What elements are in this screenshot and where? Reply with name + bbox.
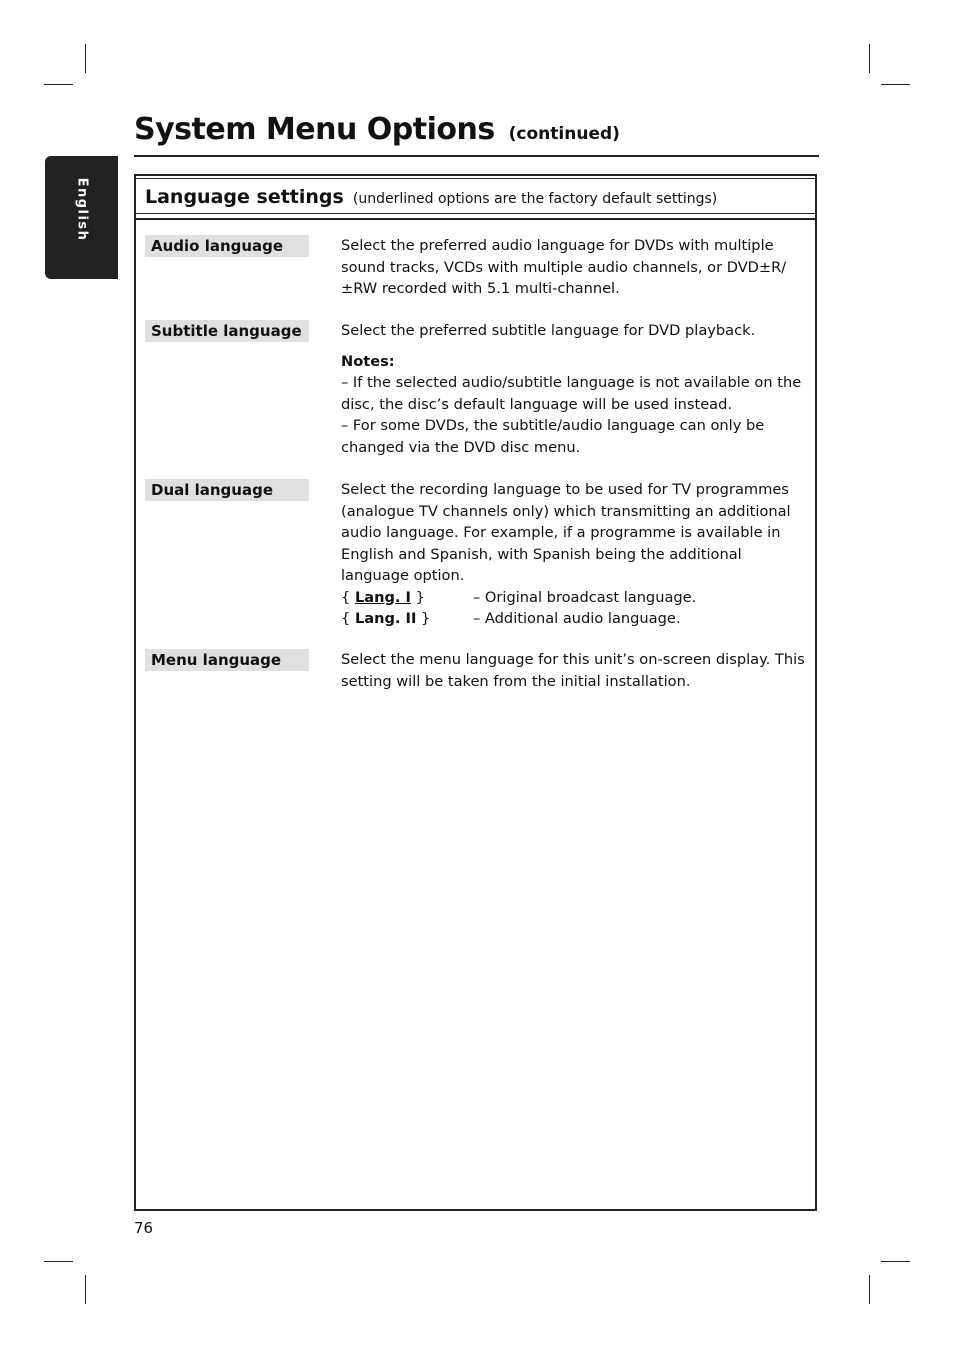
page-title-text: System Menu Options — [134, 112, 495, 147]
page-title-suffix: (continued) — [508, 124, 620, 144]
section-subtitle: (underlined options are the factory default settings) — [352, 191, 718, 207]
option-label-menu-language: Menu language — [145, 649, 309, 671]
crop-mark — [85, 1275, 86, 1304]
choice-key-default: Lang. I — [354, 588, 411, 606]
crop-mark — [869, 44, 870, 73]
option-label-audio-language: Audio language — [145, 235, 309, 257]
option-label-subtitle-language: Subtitle language — [145, 320, 309, 342]
header-rule — [136, 218, 815, 220]
note-item: – For some DVDs, the subtitle/audio language can only be changed via the DVD disc menu. — [341, 417, 765, 456]
description-text: Select the preferred subtitle language for DVD playback. — [341, 322, 756, 339]
note-item: – If the selected audio/subtitle language is not available on the disc, the disc’s default language will be used instead. — [341, 374, 802, 413]
choice-key: { Lang. I } — [341, 588, 425, 606]
crop-mark — [85, 44, 86, 73]
option-description-menu-language — [341, 649, 811, 692]
crop-mark — [44, 84, 73, 85]
notes-title: Notes: — [341, 352, 395, 370]
description-text: Select the menu language for this unit’s on-screen display. This setting will be taken from the initial installation. — [341, 651, 805, 690]
crop-mark — [881, 1261, 910, 1262]
option-description-audio-language — [341, 235, 811, 300]
crop-mark — [869, 1275, 870, 1304]
option-description-subtitle-language — [341, 320, 811, 458]
description-text: Select the preferred audio language for DVDs with multiple sound tracks, VCDs with multiple audio channels, or DVD±R/±RW recorded with 5.1 multi-channel. — [341, 237, 787, 297]
option-label-dual-language: Dual language — [145, 479, 309, 501]
section-header — [136, 178, 815, 214]
section-title-text: Language settings — [145, 186, 344, 208]
choice-text: – Additional audio language. — [473, 610, 681, 627]
section-title — [145, 186, 717, 208]
choice-key: { Lang. II } — [341, 610, 431, 627]
choice-lang-1 — [341, 587, 811, 609]
crop-mark — [44, 1261, 73, 1262]
crop-mark — [881, 84, 910, 85]
side-tab-label: English — [74, 177, 89, 242]
option-description-dual-language — [341, 479, 811, 630]
language-side-tab — [45, 156, 118, 279]
page-title — [134, 112, 620, 147]
choice-key-name: Lang. II — [354, 610, 417, 627]
choice-lang-2 — [341, 608, 811, 630]
page-number: 76 — [134, 1219, 154, 1237]
choice-text: – Original broadcast language. — [473, 588, 697, 606]
description-text: Select the recording language to be used for TV programmes (analogue TV channels only) which transmitting an additional audio language. For example, if a programme is available in English and Spanish, with Spanish being the additional language option. — [341, 481, 791, 584]
title-rule — [134, 155, 819, 157]
